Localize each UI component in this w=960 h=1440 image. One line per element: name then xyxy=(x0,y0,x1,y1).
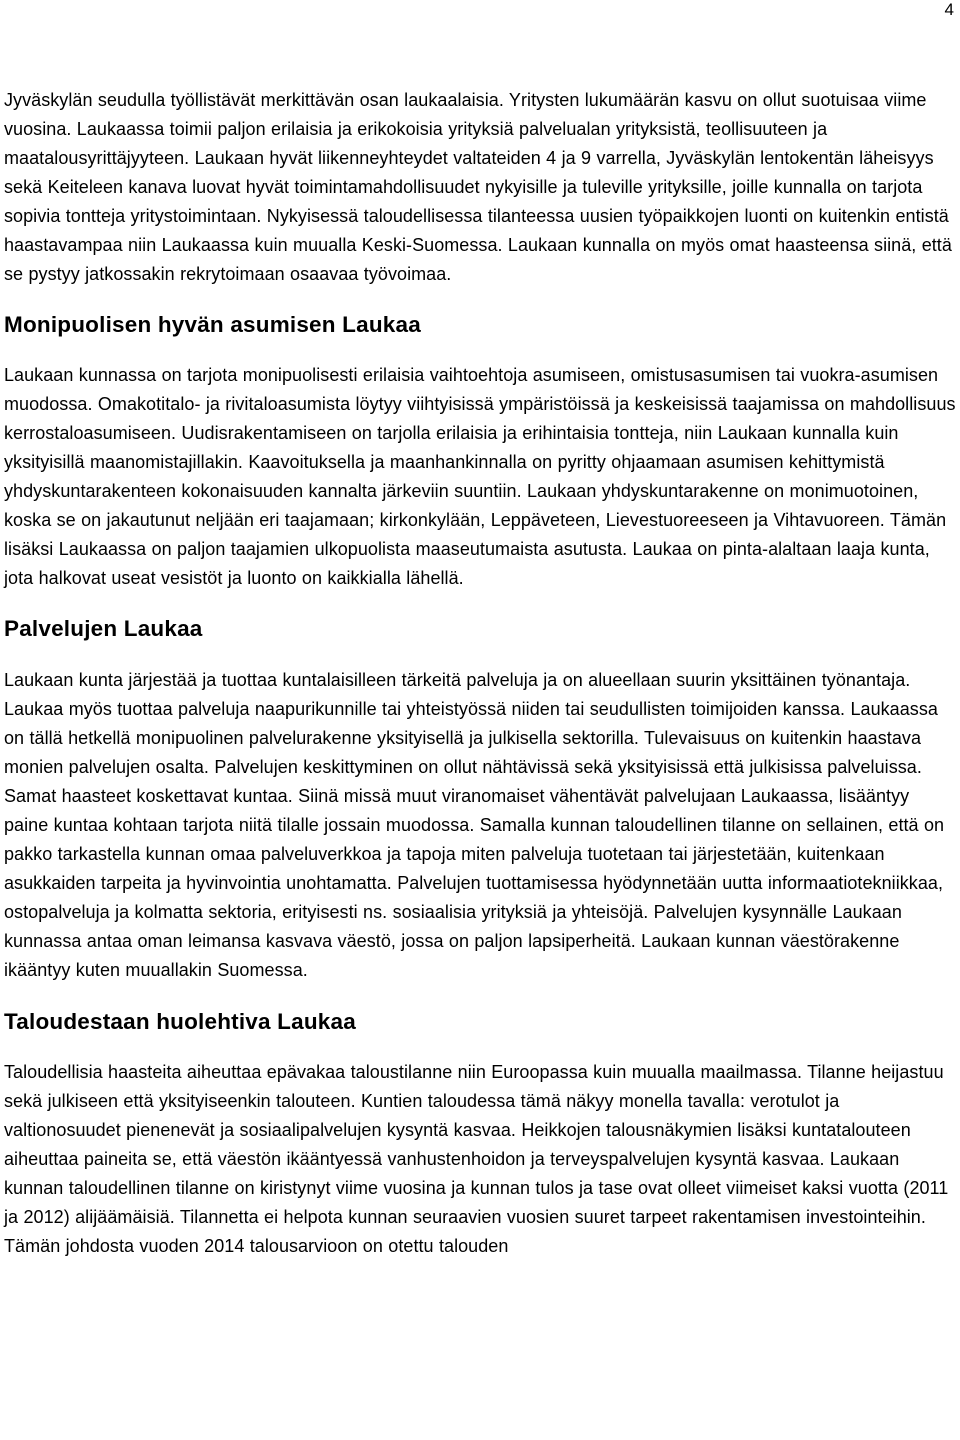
heading-economy: Taloudestaan huolehtiva Laukaa xyxy=(4,1009,356,1034)
page-number: 4 xyxy=(944,0,954,19)
paragraph-services: Laukaan kunta järjestää ja tuottaa kuntalaisilleen tärkeitä palveluja ja on alueellaan suurin yksittäinen työnantaja. Laukaa myös tuottaa palveluja naapurikunnille tai yhteistyössä niiden tai seudullisten toimijoiden kanssa. Laukaassa on tällä hetkellä monipuolinen palvelurakenne yksityisellä ja julkisella sektorilla. Tulevaisuus on kuitenkin haastava monien palvelujen osalta. Palvelujen keskittyminen on ollut nähtävissä sekä yksityisissä että julkisissa palveluissa. Samat haasteet koskettavat kuntaa. Siinä missä muut viranomaiset vähentävät palvelujaan Laukaassa, lisääntyy paine kuntaa kohtaan tarjota niitä tilalle jossain muodossa. Samalla kunnan taloudellinen tilanne on sellainen, että on pakko tarkastella kunnan omaa palveluverkkoa ja tapoja miten palveluja tuotetaan tai järjestetään, kuitenkaan asukkaiden tarpeita ja hyvinvointia unohtamatta. Palvelujen tuottamisessa hyödynnetään uutta informaatiotekniikkaa, ostopalveluja ja kolmatta sektoria, erityisesti ns. sosiaalisia yrityksiä ja yhteisöjä. Palvelujen kysynnälle Laukaan kunnassa antaa oman leimansa kasvava väestö, jossa on paljon lapsiperheitä. Laukaan kunnan väestörakenne ikääntyy kuten muuallakin Suomessa. xyxy=(4,670,945,980)
paragraph-economy: Taloudellisia haasteita aiheuttaa epävakaa taloustilanne niin Euroopassa kuin muualla maailmassa. Tilanne heijastuu sekä julkiseen että yksityiseenkin talouteen. Kuntien taloudessa tämä näkyy monella tavalla: verotulot ja valtionosuudet pienenevät ja sosiaalipalvelujen kysyntä kasvaa. Heikkojen talousnäkymien lisäksi kuntatalouteen aiheuttaa paineita se, että väestön ikääntyessä vanhustenhoidon ja terveyspalvelujen kysyntä kasvaa. Laukaan kunnan taloudellinen tilanne on kiristynyt viime vuosina ja kunnan tulos ja tase ovat olleet viimeiset kaksi vuotta (2011 ja 2012) alijäämäisiä. Tilannetta ei helpota kunnan seuraavien vuosien suuret tarpeet rakentamisen investointeihin. Tämän johdosta vuoden 2014 talousarvioon on otettu talouden xyxy=(4,1062,949,1256)
document-body xyxy=(4,86,956,1261)
paragraph-employment: Jyväskylän seudulla työllistävät merkittävän osan laukaalaisia. Yritysten lukumäärän kasvu on ollut suotuisaa viime vuosina. Laukaassa toimii paljon erilaisia ja erikokoisia yrityksiä palvelualan yrityksistä, teollisuuteen ja maatalousyrittäjyyteen. Laukaan hyvät liikenneyhteydet valtateiden 4 ja 9 varrella, Jyväskylän lentokentän läheisyys sekä Keiteleen kanava luovat hyvät toimintamahdollisuudet nykyisille ja tuleville yrityksille, joille kunnalla on tarjota sopivia tontteja yritystoimintaan. Nykyisessä taloudellisessa tilanteessa uusien työpaikkojen luonti on kuitenkin entistä haastavampaa niin Laukaassa kuin muualla Keski-Suomessa. Laukaan kunnalla on myös omat haasteensa siinä, että se pystyy jatkossakin rekrytoimaan osaavaa työvoimaa. xyxy=(4,90,952,284)
heading-services: Palvelujen Laukaa xyxy=(4,616,203,641)
paragraph-housing: Laukaan kunnassa on tarjota monipuolisesti erilaisia vaihtoehtoja asumiseen, omistusasumisen tai vuokra-asumisen muodossa. Omakotitalo- ja rivitaloasumista löytyy viihtyisissä ympäristöissä ja keskeisissä taajamissa on mahdollisuus kerrostaloasumiseen. Uudisrakentamiseen on tarjolla erilaisia ja erihintaisia tontteja, niin Laukaan kunnalla kuin yksityisillä maanomistajillakin. Kaavoituksella ja maanhankinnalla on pyritty ohjaamaan asumisen kehittymistä yhdyskuntarakenteen kokonaisuuden kannalta järkeviin suuntiin. Laukaan yhdyskuntarakenne on monimuotoinen, koska se on jakautunut neljään eri taajamaan; kirkonkylään, Leppäveteen, Lievestuoreeseen ja Vihtavuoreen. Tämän lisäksi Laukaassa on paljon taajamien ulkopuolista maaseutumaista asutusta. Laukaa on pinta-alaltaan laaja kunta, jota halkovat useat vesistöt ja luonto on kaikkialla lähellä. xyxy=(4,365,956,588)
heading-housing: Monipuolisen hyvän asumisen Laukaa xyxy=(4,312,421,337)
